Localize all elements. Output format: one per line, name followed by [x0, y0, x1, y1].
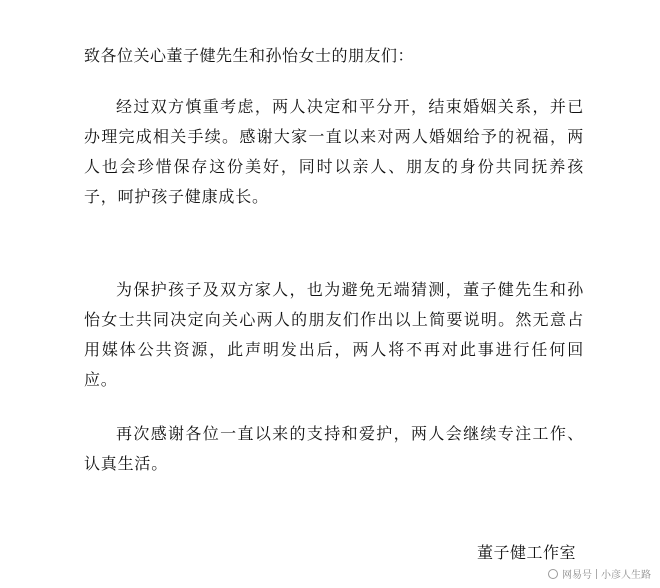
letter-signature: 董子健工作室: [477, 543, 577, 562]
letter-paragraph-2: 为保护孩子及双方家人，也为避免无端猜测，董子健先生和孙怡女士共同决定向关心两人的朋友们作出以上简要说明。然无意占用媒体公共资源，此声明发出后，两人将不再对此事进行任何回应。: [84, 280, 584, 389]
letter-paragraph-3: 再次感谢各位一直以来的支持和爱护，两人会继续专注工作、认真生活。: [84, 424, 584, 473]
netease-logo-icon: [548, 569, 558, 579]
letter-paragraph-1: 经过双方慎重考虑，两人决定和平分开，结束婚姻关系，并已办理完成相关手续。感谢大家一直以来对两人婚姻给予的祝福，两人也会珍惜保存这份美好，同时以亲人、朋友的身份共同抚养孩子，呵护孩子健康成长。: [84, 97, 584, 206]
watermark-account: 小彦人生路: [601, 570, 651, 581]
watermark-divider: [596, 569, 597, 579]
source-watermark: [545, 565, 654, 582]
watermark-source: 网易号: [562, 570, 592, 581]
letter-salutation: 致各位关心董子健先生和孙怡女士的朋友们：: [84, 46, 415, 65]
